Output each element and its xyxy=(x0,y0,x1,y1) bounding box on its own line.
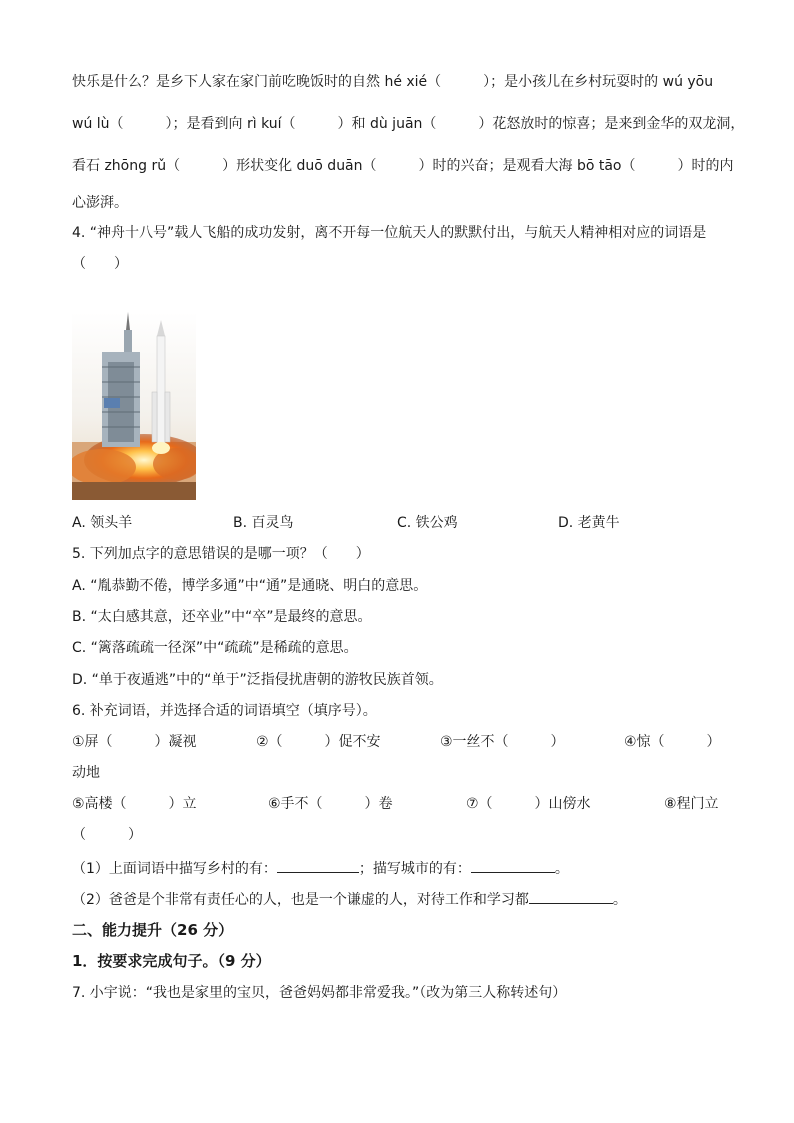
answer-blank-urban[interactable] xyxy=(471,858,555,873)
q6-sub-2-end: 。 xyxy=(612,892,627,908)
section-subtitle: 1．按要求完成句子。（9 分） xyxy=(72,952,271,970)
q5-option-b: B. “太白感其意，还卒业”中“卒”是最终的意思。 xyxy=(72,609,372,625)
section-title: 二、能力提升（26 分） xyxy=(72,921,234,939)
answer-blank-rural[interactable] xyxy=(277,858,359,873)
q5-option-a: A. “胤恭勤不倦，博学多通”中“通”是通晓、明白的意思。 xyxy=(72,578,428,594)
q6-sub-1-prompt-b: ；描写城市的有： xyxy=(358,861,471,877)
answer-blank-attitude[interactable] xyxy=(529,889,613,904)
q4-answer-paren: （ ） xyxy=(72,256,128,272)
q6-sub-1-prompt-a: （1）上面词语中描写乡村的有： xyxy=(72,861,277,877)
rocket-launch-image xyxy=(72,312,196,500)
q7-stem: 7. 小宇说：“我也是家里的宝贝，爸爸妈妈都非常爱我。”（改为第三人称转述句） xyxy=(72,985,567,1001)
q6-word-2: ②（ ）促不安 xyxy=(256,734,381,750)
q6-sub-2-prompt: （2）爸爸是个非常有责任心的人，也是一个谦虚的人，对待工作和学习都 xyxy=(72,892,529,908)
option-c: C. 铁公鸡 xyxy=(397,515,458,531)
q6-word-6: ⑥手不（ ）卷 xyxy=(268,796,393,812)
option-b: B. 百灵鸟 xyxy=(233,515,294,531)
q3-line-3: 看石 zhōng rǔ（ ）形状变化 duō duān（ ）时的兴奋；是观看大海 bō tāo（ ）时的内 xyxy=(72,158,734,174)
q6-sub-2 xyxy=(72,889,627,910)
q3-line-4: 心澎湃。 xyxy=(72,195,128,211)
option-d: D. 老黄牛 xyxy=(558,515,620,531)
q6-word-1: ①屏（ ）凝视 xyxy=(72,734,197,750)
q6-word-7: ⑦（ ）山傍水 xyxy=(466,796,591,812)
q6-word-4-cont: 动地 xyxy=(72,765,100,781)
q5-option-c: C. “篱落疏疏一径深”中“疏疏”是稀疏的意思。 xyxy=(72,640,358,656)
q3-line-2: wú lù（ ）；是看到向 rì kuí（ ）和 dù juān（ ）花怒放时的惊喜；是来到金华的双龙洞， xyxy=(72,116,745,132)
q3-line-1: 快乐是什么？是乡下人家在家门前吃晚饭时的自然 hé xié（ ）；是小孩儿在乡村玩耍时的 wú yōu xyxy=(72,74,714,90)
q6-word-5: ⑤高楼（ ）立 xyxy=(72,796,197,812)
option-a: A. 领头羊 xyxy=(72,515,133,531)
q5-option-d: D. “单于夜遁逃”中的“单于”泛指侵扰唐朝的游牧民族首领。 xyxy=(72,672,443,688)
q6-sub-1-end: 。 xyxy=(554,861,569,877)
q6-word-3: ③一丝不（ ） xyxy=(440,734,565,750)
q6-word-8-cont: （ ） xyxy=(72,827,142,843)
q6-word-8: ⑧程门立 xyxy=(664,796,719,812)
q5-stem: 5. 下列加点字的意思错误的是哪一项？（ ） xyxy=(72,546,370,562)
q6-sub-1 xyxy=(72,858,569,879)
q4-stem: 4. “神舟十八号”载人飞船的成功发射，离不开每一位航天人的默默付出，与航天人精神相对应的词语是 xyxy=(72,225,707,241)
q6-stem: 6. 补充词语，并选择合适的词语填空（填序号）。 xyxy=(72,703,377,719)
q6-word-4: ④惊（ ） xyxy=(624,734,721,750)
